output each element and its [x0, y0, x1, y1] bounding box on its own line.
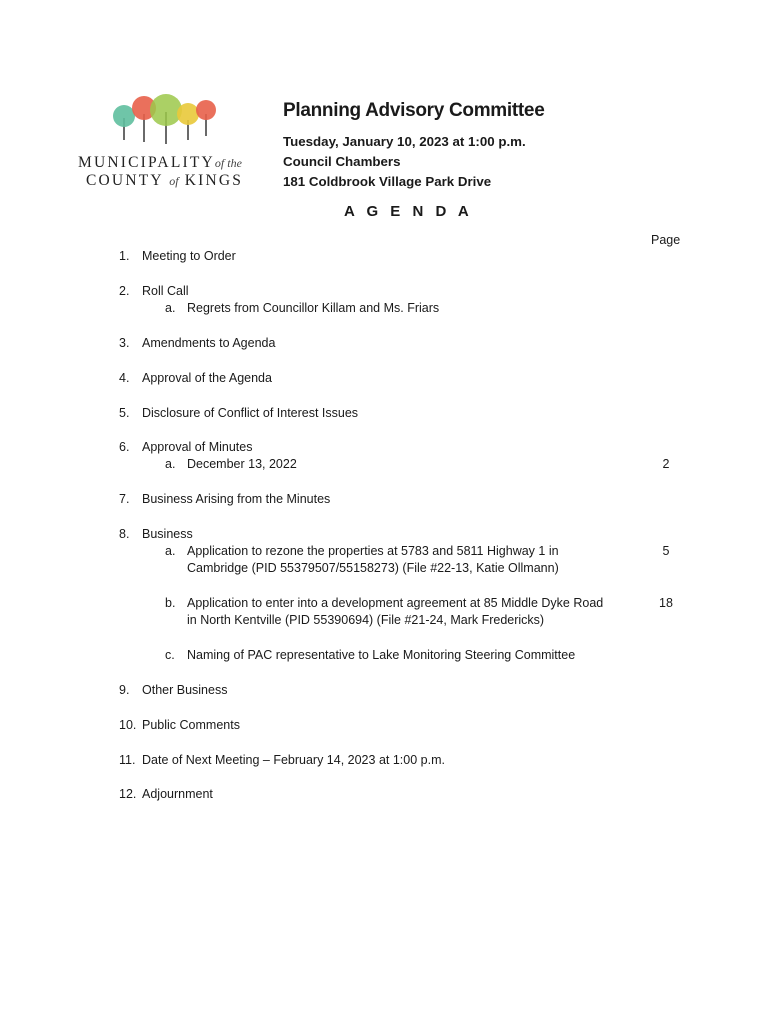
page-number-8a: 5 — [662, 544, 670, 558]
page-number-8b: 18 — [659, 596, 673, 610]
trees-logo-icon — [108, 88, 218, 148]
meeting-location: Council Chambers — [283, 154, 401, 169]
municipality-logo — [78, 88, 258, 198]
logo-text-line2: COUNTY of KINGS — [86, 172, 244, 189]
meeting-address: 181 Coldbrook Village Park Drive — [283, 174, 492, 189]
page-number-6a: 2 — [662, 457, 670, 471]
meeting-header — [283, 100, 544, 192]
page-column-label: Page — [651, 233, 681, 247]
committee-title: Planning Advisory Committee — [283, 100, 545, 121]
meeting-date-time: Tuesday, January 10, 2023 at 1:00 p.m. — [283, 134, 526, 149]
agenda-heading: A G E N D A — [344, 203, 473, 220]
logo-text-line1: MUNICIPALITYof the — [78, 154, 242, 171]
